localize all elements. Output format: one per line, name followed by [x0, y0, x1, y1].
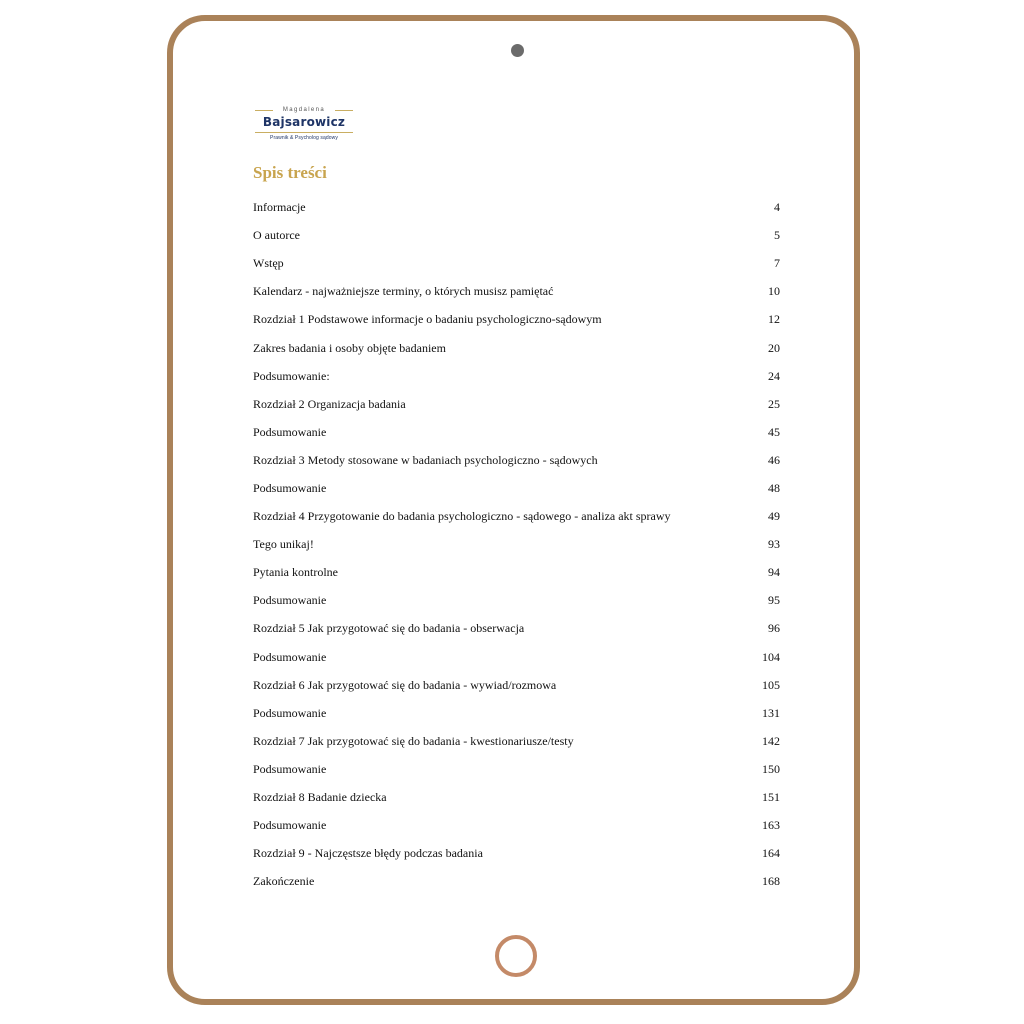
toc-entry-label: Rozdział 9 - Najczęstsze błędy podczas badania [253, 846, 483, 861]
toc-entry-label: Rozdział 8 Badanie dziecka [253, 790, 387, 805]
toc-entry-page: 96 [768, 621, 780, 636]
camera-dot [511, 44, 524, 57]
toc-entry[interactable] [253, 811, 780, 839]
toc-entry-page: 20 [768, 340, 780, 355]
toc-entry-page: 94 [768, 565, 780, 580]
toc-entry-page: 4 [774, 200, 780, 215]
toc-entry-page: 163 [762, 818, 780, 833]
toc-entry[interactable] [253, 502, 780, 530]
logo-divider [255, 132, 353, 133]
toc-entry-label: Zakończenie [253, 874, 315, 889]
toc-entry-label: Podsumowanie [253, 705, 327, 720]
toc-entry-page: 131 [762, 705, 780, 720]
toc-entry-page: 164 [762, 846, 780, 861]
toc-entry-label: Rozdział 1 Podstawowe informacje o badaniu psychologiczno-sądowym [253, 312, 602, 327]
toc-entry-label: Rozdział 2 Organizacja badania [253, 396, 406, 411]
toc-entry[interactable] [253, 755, 780, 783]
toc-entry-page: 45 [768, 424, 780, 439]
toc-entry[interactable] [253, 193, 780, 221]
toc-entry-label: Podsumowanie [253, 424, 327, 439]
toc-entry-label: Kalendarz - najważniejsze terminy, o których musisz pamiętać [253, 284, 554, 299]
toc-entry[interactable] [253, 333, 780, 361]
toc-entry[interactable] [253, 839, 780, 867]
toc-entry[interactable] [253, 699, 780, 727]
toc-entry-page: 24 [768, 368, 780, 383]
toc-entry[interactable] [253, 249, 780, 277]
toc-entry-label: Podsumowanie [253, 480, 327, 495]
toc-entry-page: 12 [768, 312, 780, 327]
toc-entry-label: Podsumowanie [253, 649, 327, 664]
toc-entry-page: 48 [768, 480, 780, 495]
toc-entry-page: 5 [774, 228, 780, 243]
toc-entry-label: Rozdział 4 Przygotowanie do badania psychologiczno - sądowego - analiza akt sprawy [253, 509, 671, 524]
home-button[interactable] [495, 935, 537, 977]
toc-entry[interactable] [253, 530, 780, 558]
toc-entry-label: Rozdział 6 Jak przygotować się do badania - wywiad/rozmowa [253, 677, 557, 692]
toc-entry-page: 95 [768, 593, 780, 608]
toc-entry-label: O autorce [253, 228, 300, 243]
toc-entry-page: 7 [774, 256, 780, 271]
toc-entry[interactable] [253, 643, 780, 671]
toc-entry-label: Podsumowanie [253, 818, 327, 833]
toc-entry[interactable] [253, 474, 780, 502]
toc-title: Spis treści [253, 163, 327, 182]
logo-last-name: Bajsarowicz [262, 115, 346, 129]
toc-entry[interactable] [253, 221, 780, 249]
toc-entry[interactable] [253, 671, 780, 699]
toc-entry[interactable] [253, 277, 780, 305]
toc-entry[interactable] [253, 614, 780, 642]
toc-entry[interactable] [253, 727, 780, 755]
toc-entry[interactable] [253, 390, 780, 418]
toc-entry-page: 104 [762, 649, 780, 664]
toc-entry[interactable] [253, 446, 780, 474]
toc-entry-page: 168 [762, 874, 780, 889]
toc-entry-label: Pytania kontrolne [253, 565, 338, 580]
author-logo [253, 106, 355, 150]
toc-entry-page: 150 [762, 761, 780, 776]
toc-entry-page: 105 [762, 677, 780, 692]
toc-entry-page: 49 [768, 509, 780, 524]
toc-entry-label: Wstęp [253, 256, 284, 271]
toc-entry-page: 46 [768, 452, 780, 467]
toc-entry[interactable] [253, 586, 780, 614]
toc-entry[interactable] [253, 362, 780, 390]
toc-list [253, 193, 780, 895]
logo-first-name: Magdalena [253, 106, 355, 115]
tablet-frame [167, 15, 860, 1005]
toc-entry-page: 10 [768, 284, 780, 299]
logo-tagline: Prawnik & Psycholog sądowy [270, 135, 338, 141]
toc-entry-label: Rozdział 3 Metody stosowane w badaniach psychologiczno - sądowych [253, 452, 598, 467]
toc-entry[interactable] [253, 558, 780, 586]
toc-entry-label: Rozdział 7 Jak przygotować się do badania - kwestionariusze/testy [253, 733, 574, 748]
toc-entry-page: 142 [762, 733, 780, 748]
toc-entry-page: 25 [768, 396, 780, 411]
toc-entry-label: Podsumowanie: [253, 368, 330, 383]
toc-entry[interactable] [253, 867, 780, 895]
toc-entry-label: Rozdział 5 Jak przygotować się do badania - obserwacja [253, 621, 525, 636]
toc-entry-page: 93 [768, 537, 780, 552]
toc-entry[interactable] [253, 418, 780, 446]
toc-entry-label: Tego unikaj! [253, 537, 314, 552]
toc-entry-label: Informacje [253, 200, 306, 215]
toc-entry-label: Podsumowanie [253, 593, 327, 608]
toc-entry-label: Podsumowanie [253, 761, 327, 776]
toc-entry[interactable] [253, 783, 780, 811]
toc-entry-label: Zakres badania i osoby objęte badaniem [253, 340, 446, 355]
toc-entry-page: 151 [762, 790, 780, 805]
toc-entry[interactable] [253, 305, 780, 333]
